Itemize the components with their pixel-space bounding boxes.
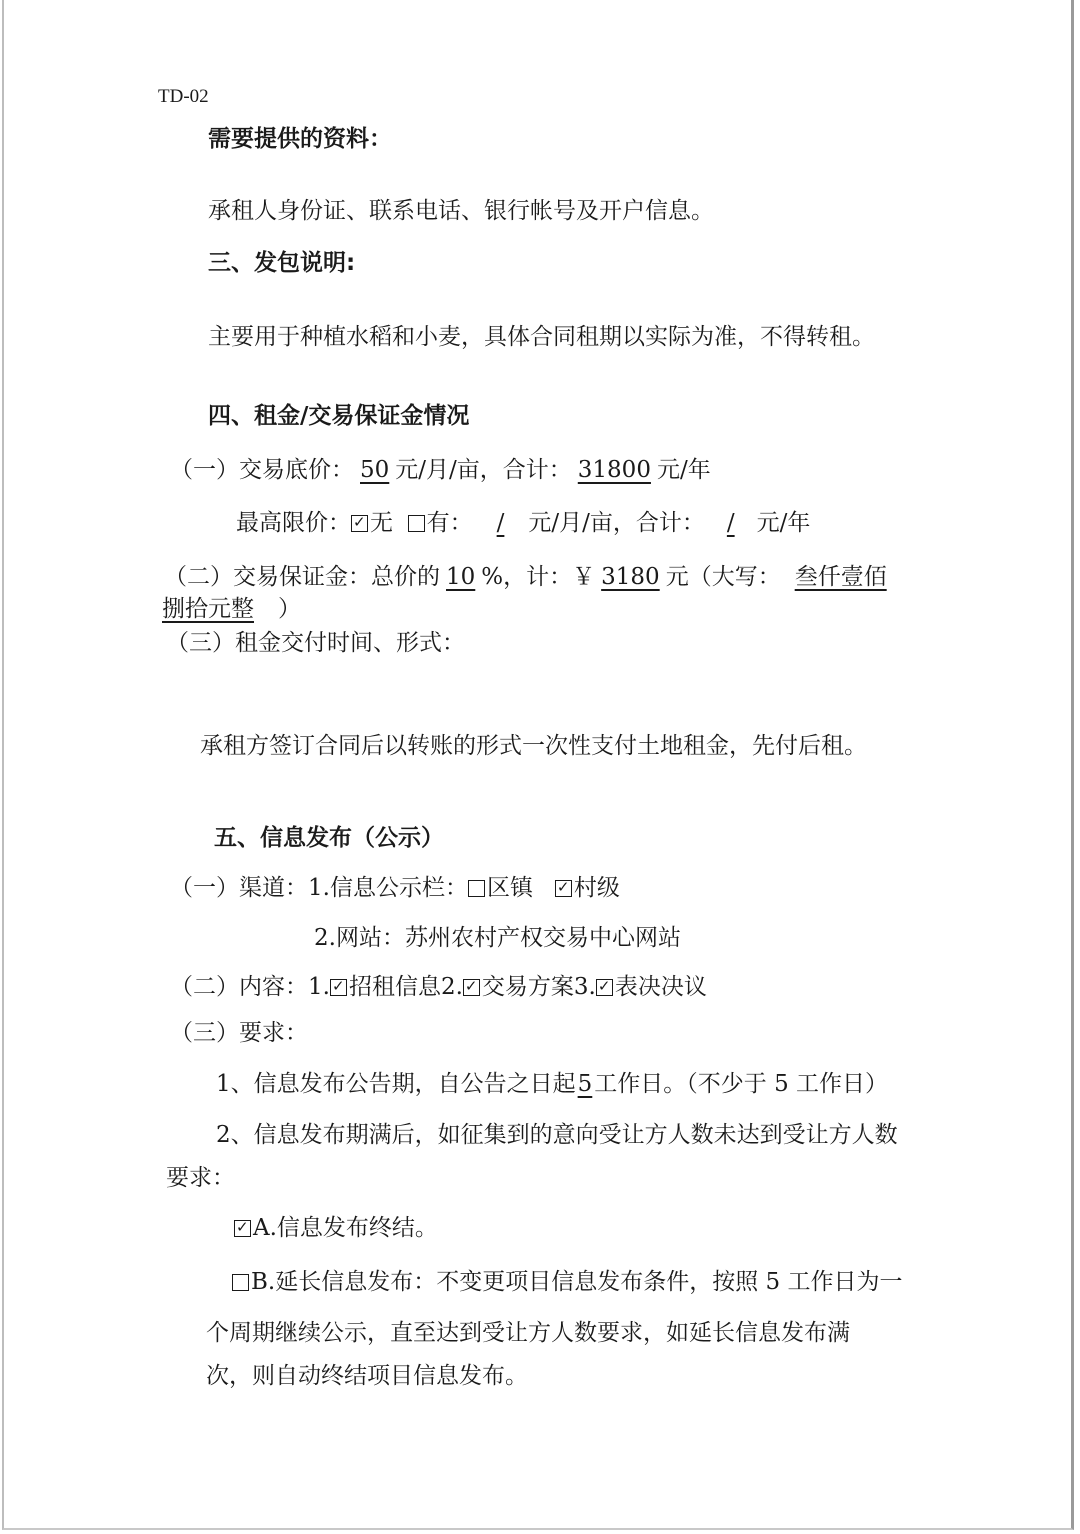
option-b-checkbox[interactable] xyxy=(232,1274,249,1291)
section3-text: 主要用于种植水稻和小麦，具体合同租期以实际为准，不得转租。 xyxy=(208,324,875,350)
payment-label: （三）租金交付时间、形式： xyxy=(166,630,465,656)
section3-heading: 三、发包说明: xyxy=(208,250,356,276)
deposit-close: ） xyxy=(278,596,301,622)
channel-village-checkbox[interactable] xyxy=(555,880,572,897)
content-label: （二）内容： xyxy=(170,974,308,1000)
requirement-2-line2: 要求： xyxy=(166,1165,235,1191)
max-price-total-unit: 元/年 xyxy=(756,510,811,536)
requirement-2-line1: 2、信息发布期满后，如征集到的意向受让方人数未达到受让方人数 xyxy=(216,1122,898,1148)
requirement-1-post: 工作日。（不少于 5 工作日） xyxy=(594,1071,889,1097)
content-item2-checkbox[interactable] xyxy=(463,979,480,996)
max-price-have-label: 有： xyxy=(426,510,473,536)
content-item3-checkbox[interactable] xyxy=(596,979,613,996)
base-price-unit-value: 50 xyxy=(360,457,390,483)
option-b-line1 xyxy=(232,1267,902,1297)
option-a xyxy=(234,1213,438,1243)
requirement-1-pre: 1、信息发布公告期，自公告之日起 xyxy=(216,1071,576,1097)
channel-label: （一）渠道： xyxy=(170,875,308,901)
channel-town-label: 区镇 xyxy=(486,875,533,901)
max-price-unit-label: 元/月/亩，合计： xyxy=(528,510,705,536)
materials-heading: 需要提供的资料： xyxy=(208,126,392,152)
content-item2-label: 交易方案 xyxy=(481,974,574,1000)
max-price-none-checkbox[interactable] xyxy=(351,515,368,532)
max-price-unit-value: / xyxy=(496,510,505,536)
base-price-unit-label: 元/月/亩，合计： xyxy=(395,457,572,483)
requirement-1 xyxy=(216,1069,888,1099)
deposit-line xyxy=(164,562,887,592)
document-code: TD-02 xyxy=(158,86,209,107)
content-num2: 2. xyxy=(440,974,463,1000)
section4-heading: 四、租金/交易保证金情况 xyxy=(208,403,470,429)
content-item3-label: 表决决议 xyxy=(614,974,707,1000)
option-b-line3: 次，则自动终结项目信息发布。 xyxy=(206,1363,528,1389)
deposit-percent: 10 xyxy=(446,564,476,590)
option-b-line2: 个周期继续公示，直至达到受让方人数要求，如延长信息发布满 xyxy=(206,1320,850,1346)
max-price-none-label: 无 xyxy=(370,510,393,536)
deposit-line2 xyxy=(162,594,301,624)
channel-website: 2.网站：苏州农村产权交易中心网站 xyxy=(314,925,681,951)
deposit-capital-line2: 捌拾元整 xyxy=(162,596,254,622)
max-price-total-value: / xyxy=(726,510,735,536)
base-price-total-unit: 元/年 xyxy=(656,457,711,483)
base-price-total-value: 31800 xyxy=(577,457,651,483)
channel-village-label: 村级 xyxy=(573,875,620,901)
base-price-label: （一）交易底价： xyxy=(170,457,354,483)
option-a-label: A.信息发布终结。 xyxy=(253,1215,438,1241)
option-a-checkbox[interactable] xyxy=(234,1220,251,1237)
requirements-label: （三）要求： xyxy=(170,1020,308,1046)
section5-heading: 五、信息发布（公示） xyxy=(214,825,444,851)
deposit-percent-label: %，计：￥ xyxy=(481,564,596,590)
content-item1-checkbox[interactable] xyxy=(330,979,347,996)
content-item1-label: 招租信息 xyxy=(348,974,441,1000)
channel-item1-prefix: 1.信息公示栏： xyxy=(308,875,468,901)
content-num1: 1. xyxy=(308,974,330,1000)
max-price-label: 最高限价： xyxy=(236,510,351,536)
requirement-1-days: 5 xyxy=(577,1071,593,1097)
deposit-amount-label: 元（大写： xyxy=(665,564,781,590)
max-price-line xyxy=(236,508,810,538)
base-price-line xyxy=(170,455,711,485)
deposit-amount: 3180 xyxy=(601,564,660,590)
content-line xyxy=(170,972,707,1002)
max-price-have-checkbox[interactable] xyxy=(408,515,425,532)
materials-text: 承租人身份证、联系电话、银行帐号及开户信息。 xyxy=(208,198,714,224)
channel-line xyxy=(170,873,620,903)
content-num3: 3. xyxy=(573,974,596,1000)
option-b-label-line1: B.延长信息发布：不变更项目信息发布条件，按照 5 工作日为一 xyxy=(251,1269,903,1295)
channel-town-checkbox[interactable] xyxy=(468,880,485,897)
scan-border xyxy=(2,0,1074,1530)
deposit-capital-line1: 叁仟壹佰 xyxy=(794,564,887,590)
payment-text: 承租方签订合同后以转账的形式一次性支付土地租金，先付后租。 xyxy=(200,733,867,759)
deposit-label: （二）交易保证金：总价的 xyxy=(164,564,440,590)
